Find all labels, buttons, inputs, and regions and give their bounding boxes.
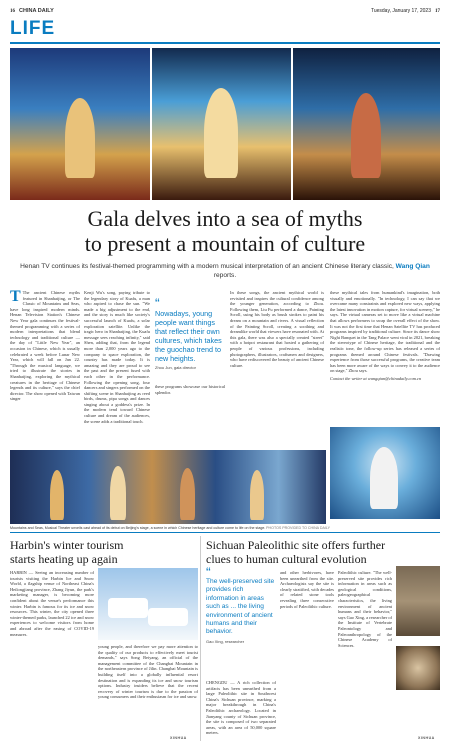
sichuan-column-2-text: and other herbivores, have been unearthed from the site. Archaeologists say the site is clearly stratified, with decades of related stone tools revealing three consecutive periods of Paleolithic culture. [280, 570, 334, 609]
stone-tool-photo-2 [396, 646, 440, 690]
lead-column-1-text: The ancient Chinese myths featured in Shanhaijing, or The Classic of Mountains and Seas, have long inspired modern minds. Henan Television Station's Chinese New Year gala continues the festival-themed programming with a series of modern interpretations that blend technology and traditional culture — the day of "Little New Year", an occasion in Chinese, which is usually celebrated a week before Lunar New Year, which will fall on Jan 22. "Through the musical language, we tried to illustrate the stories in Shanhaijing, exploring the mythical creatures in the heritage of Chinese legends and its culture," says the chief director. The show opened with Taiwan singer [10, 290, 80, 402]
lead-column-2 [84, 290, 150, 448]
sichuan-column-3 [338, 570, 392, 740]
wide-photo-caption [10, 526, 330, 530]
lead-column-2b-text: these programs showcase our historical splendor. [155, 384, 225, 395]
sichuan-column-1b-text: CHENGDU — A rich collection of artifacts has been unearthed from a large Paleolithic site in Southwest China's Sichuan province, marking a major breakthrough in China's Paleolithic archaeology. Located in Jianyang county of Sichuan province, the site is composed of two separated areas, with an area of 50,000 square meters. [206, 680, 276, 736]
lead-column-3 [230, 290, 324, 448]
section-rule [10, 42, 440, 44]
lead-subhead [20, 262, 430, 280]
drop-cap: T [10, 290, 21, 305]
quote-mark-icon-2: “ [206, 564, 211, 580]
pull-quote-text: Nowadays, young people want things that reflect their own cultures, which takes the guochao trend to new heights. [155, 309, 222, 363]
byline: Wang Qian [395, 263, 430, 270]
lead-column-3-text: In these songs, the ancient mythical world is revisited and inspires the cultural confidence among the younger generation, according to Zhou. Following them, Liu Fu performed a dance, Painting Scroll, using his body as brush strokes to paint his dream on a mountain and rivers. A visual reflection of the Painting Scroll, creating a soothing and dreamlike world that viewers have resonated with. At this gala, there was also a specially created "street" with a hotpot restaurant that hosted a gathering of people of various professions, including photographers, illustrators, craftsmen and designers, who have rediscovered the beauty of ancient Chinese culture. [230, 290, 324, 368]
sichuan-quote-attribution: Gao Xing, researcher [206, 638, 245, 644]
section-title: LIFE [10, 18, 56, 39]
headline-line-2: to present a mountain of culture [84, 231, 366, 256]
sichuan-pull-quote [206, 566, 276, 644]
sichuan-column-2 [280, 570, 334, 740]
masthead-bar [10, 6, 440, 16]
lead-headline [10, 206, 440, 256]
page-number: 16 [10, 8, 15, 14]
stage-photo-left [10, 48, 150, 200]
pull-quote [155, 297, 225, 370]
sichuan-headline-line-1: Sichuan Paleolithic site offers further [206, 538, 386, 552]
snow-photo [98, 568, 198, 640]
contact-line: Contact the writer at wangqian@chinadaily.com.cn [330, 375, 422, 381]
photo-credit: PHOTOS PROVIDED TO CHINA DAILY [266, 526, 330, 530]
sichuan-headline-line-2: clues to human cultural evolution [206, 552, 367, 566]
lead-column-2-text: Kenji Wu's song, paying tribute to the legendary story of Kuafu, a man who aspired to chase the sun. "We made a big adjustment to the end, and the story is much like society's successful launch of Kuafu, a solar exploration satellite. Unlike the tragic hero in Shanhaijing, the Kuafu message sees reaching infinity," said Shen, adding that, from the legend more than 2,000 years ago to the company to space exploration, the country has made today. It is amazing and they are proud to see the past and the present fused with each other in the performance. Following the opening song, four dancers and singers performed on the shifting scene in Shanhaijing as reed birds, drums, pipa songs and dances singing about a goddess's prize. In the modern tend toward Chinese culture and dream of the audiences, the scene adds a traditional touch. [84, 290, 150, 424]
lead-column-4 [330, 290, 440, 420]
harbin-column-1-text: HARBIN — Seeing an increasing number of tourists visiting the Harbin Ice and Snow World, a flagship venue of Northeast China's Heilongjiang province, Zhang Jiyun, the park's marketing manager, is becoming more confident about the venue's performance this winter. Harbin is famous for its ice and snow resources. This winter, the city opened three winter-themed parks, launched 22 ice and snow experiences to welcome visitors from home and abroad after the easing of COVID-19 measures. [10, 570, 94, 637]
sichuan-column-3-text: Paleolithic culture. "The well-preserved site provides rich information in areas such as geological conditions, paleogeographical characteristics, the living environment of ancient humans and their behavior," says Gao Xing, a researcher of the Institute of Vertebrate Paleontology and Paleoanthropology of the Chinese Academy of Sciences. [338, 570, 392, 648]
lead-column-2b [155, 384, 225, 448]
headline-line-1: Gala delves into a sea of myths [87, 206, 363, 231]
stone-tool-photo-1 [396, 566, 440, 636]
sichuan-quote-text: The well-preserved site provides rich information in areas such as ... the living environment of ancient humans and their behavior. [206, 578, 275, 636]
column-divider [200, 536, 201, 741]
sichuan-column-1b [206, 680, 276, 740]
page-number-right: 17 [435, 8, 440, 14]
sichuan-source: XINHUA [418, 736, 435, 740]
issue-date: Tuesday, January 17, 2023 [370, 8, 431, 14]
harbin-column-2-text: young people, and therefore we pay more attention to the quality of our products to effectively meet tourist demands," says Song Beiyang, an official of the management committee of the Changbai Mountain in the northeastern province of Jilin. Changbai Mountain is building itself into a globally influential resort destination and is expanding its ice and snow tourism options. Industry insiders believe that the recent recovery of winter tourism is due to the passion of young consumers and their enthusiasm for ice and snow. [98, 644, 198, 700]
quote-mark-icon: “ [155, 295, 160, 311]
harbin-headline-line-2: starts heating up again [10, 552, 118, 566]
harbin-headline [10, 538, 198, 566]
stage-photo-wide [10, 450, 326, 524]
lead-column-4-text: these mythical tales from humankind's imagination, both visually and emotionally. "In technology, I can say that we overcame many constraints and explored new ways, applying the latest innovation in motion capture, for virtual scenery," he says. The virtual cameras set to move like a virtual machine that allows performers to swap the overall effect of the show. It was not the first time that Henan Satellite TV has produced programs inspired by traditional culture. Since its dance show Night Banquet in the Tang Palace went viral in 2021, breaking the stereotype of Chinese heritage, the traditional and the realistic tone, the follow-up series has released a series of programs themed around Chinese festivals. "Drawing experience from those successful programs, the creative team has been more aware of the ways to convey it to the audience on stage," Zhou says. [330, 290, 440, 374]
harbin-column-2 [98, 644, 198, 734]
harbin-column-1 [10, 570, 94, 740]
stage-photo-center [152, 48, 291, 200]
harbin-source: XINHUA [170, 736, 187, 740]
pull-quote-attribution: Zhou Jun, gala director [155, 365, 196, 370]
harbin-headline-line-1: Harbin's winter tourism [10, 538, 124, 552]
caption-text: Mountains and Seas, Musical Theater unveils cast ahead of its debut on Beijing's stage, a scene in which Chinese heritage and culture come to life on the stage. [10, 526, 266, 530]
stage-photo-small [330, 427, 440, 519]
paper-logo: CHINA DAILY [19, 8, 54, 14]
section-divider [10, 532, 440, 533]
byline-suffix: reports. [213, 272, 237, 279]
subhead-text: Henan TV continues its festival-themed programming with a modern musical interpretation of an ancient Chinese literary classic, [20, 263, 394, 270]
stage-photo-right [293, 48, 440, 200]
lead-column-1 [10, 290, 80, 448]
sichuan-headline [206, 538, 442, 566]
